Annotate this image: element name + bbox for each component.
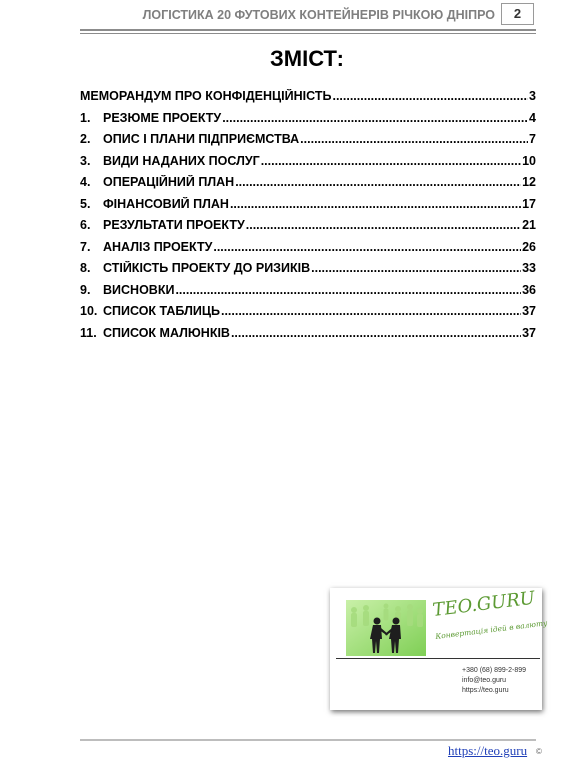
toc-heading: ЗМІСТ: <box>269 46 345 71</box>
toc-entry-title: СПИСОК МАЛЮНКІВ <box>103 325 230 340</box>
toc-entry-8[interactable] <box>80 261 536 283</box>
toc-leader-dots <box>175 283 521 297</box>
copyright-icon: © <box>536 747 542 756</box>
toc-entry-page: 33 <box>522 261 536 275</box>
toc-entry-title: АНАЛІЗ ПРОЕКТУ <box>103 239 213 254</box>
card-site: https://teo.guru <box>462 687 509 694</box>
toc-entry-7[interactable] <box>80 240 536 262</box>
toc-entry-3[interactable] <box>80 154 536 176</box>
card-email: info@teo.guru <box>462 677 507 684</box>
toc-leader-dots <box>230 197 521 211</box>
toc-leader-dots <box>261 154 521 168</box>
toc-entry-10[interactable] <box>80 304 536 326</box>
toc-leader-dots <box>300 132 528 146</box>
toc-entry-number: 2. <box>80 132 91 146</box>
toc-entry-1[interactable] <box>80 111 536 133</box>
toc-entry-9[interactable] <box>80 283 536 305</box>
toc-entry-page: 17 <box>522 196 536 211</box>
toc-entry-memorandum[interactable] <box>80 89 536 111</box>
toc-entry-page: 12 <box>522 175 536 189</box>
toc-entry-title: ОПЕРАЦІЙНИЙ ПЛАН <box>103 175 235 189</box>
table-of-contents <box>80 89 536 347</box>
toc-entry-11[interactable] <box>80 326 536 348</box>
handshake-photo <box>346 600 426 656</box>
toc-entry-page: 21 <box>522 218 536 232</box>
toc-entry-number: 8. <box>80 261 91 275</box>
footer-rule <box>80 739 536 741</box>
toc-entry-number: 9. <box>80 282 91 297</box>
toc-leader-dots <box>221 304 521 318</box>
toc-entry-page: 26 <box>522 239 536 254</box>
toc-leader-dots <box>332 89 528 103</box>
toc-entry-title: МЕМОРАНДУМ ПРО КОНФІДЕНЦІЙНІСТЬ <box>80 89 332 103</box>
toc-entry-number: 11. <box>80 325 97 340</box>
toc-leader-dots <box>311 261 521 275</box>
toc-entry-page: 37 <box>522 304 536 318</box>
header-rule <box>80 29 536 31</box>
toc-entry-title: СПИСОК ТАБЛИЦЬ <box>103 304 220 318</box>
toc-entry-5[interactable] <box>80 197 536 219</box>
toc-entry-number: 3. <box>80 153 91 168</box>
toc-entry-number: 5. <box>80 196 91 211</box>
card-phone: +380 (68) 899-2-899 <box>462 667 527 674</box>
toc-leader-dots <box>213 240 521 254</box>
toc-entry-page: 10 <box>522 153 536 168</box>
toc-entry-title: СТІЙКІСТЬ ПРОЕКТУ ДО РИЗИКІВ <box>103 261 311 275</box>
toc-entry-number: 10. <box>80 304 98 318</box>
toc-entry-page: 7 <box>529 132 536 146</box>
card-slogan: Конвертація ідей в валюту <box>434 618 548 641</box>
business-card <box>330 587 548 710</box>
toc-entry-title: РЕЗЮМЕ ПРОЕКТУ <box>103 110 222 125</box>
toc-entry-page: 36 <box>522 282 536 297</box>
page-number: 2 <box>501 3 534 25</box>
toc-entry-title: РЕЗУЛЬТАТИ ПРОЕКТУ <box>103 218 245 232</box>
toc-leader-dots <box>231 326 521 340</box>
footer-link[interactable]: https://teo.guru <box>448 743 528 758</box>
toc-leader-dots <box>246 218 521 232</box>
toc-entry-number: 1. <box>80 110 91 125</box>
header-title: ЛОГІСТИКА 20 ФУТОВИХ КОНТЕЙНЕРІВ РІЧКОЮ ДНІПРО <box>142 8 495 22</box>
toc-entry-title: ОПИС І ПЛАНИ ПІДПРИЄМСТВА <box>103 132 300 146</box>
toc-entry-4[interactable] <box>80 175 536 197</box>
card-brand: TEO.GURU <box>431 587 537 621</box>
card-divider <box>336 658 540 659</box>
toc-entry-2[interactable] <box>80 132 536 154</box>
header-rule-thin <box>80 33 536 34</box>
toc-entry-number: 7. <box>80 239 91 254</box>
toc-entry-6[interactable] <box>80 218 536 240</box>
toc-entry-title: ВИСНОВКИ <box>103 282 175 297</box>
toc-entry-title: ВИДИ НАДАНИХ ПОСЛУГ <box>103 153 260 168</box>
card-contacts <box>462 666 526 696</box>
toc-leader-dots <box>235 175 521 189</box>
toc-entry-page: 4 <box>529 110 536 125</box>
toc-leader-dots <box>222 111 528 125</box>
toc-entry-number: 4. <box>80 175 91 189</box>
toc-entry-page: 3 <box>529 89 536 103</box>
toc-entry-page: 37 <box>522 325 536 340</box>
toc-entry-title: ФІНАНСОВИЙ ПЛАН <box>103 196 229 211</box>
toc-entry-number: 6. <box>80 218 91 232</box>
